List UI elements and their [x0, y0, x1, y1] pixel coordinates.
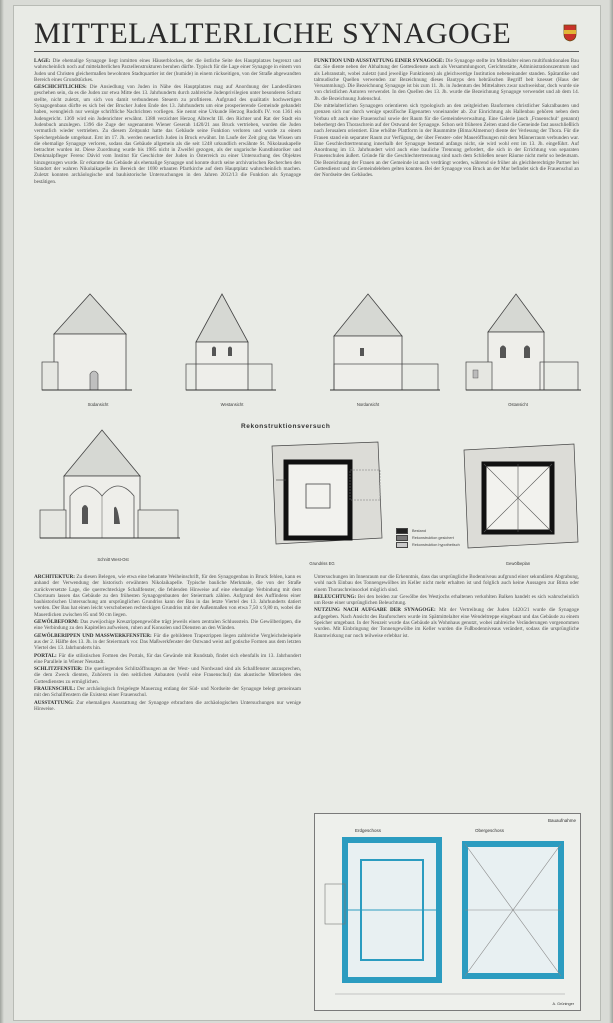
paragraph	[314, 58, 579, 102]
survey-right-label: Obergeschoss	[475, 828, 505, 833]
city-crest-icon	[563, 24, 577, 42]
elevation-north	[330, 292, 440, 397]
paragraph-text: Für die stilistischen Formen des Portals, für das Gewände mit Rundstab, findet sich ebenfalls im 13. Jahrhundert eine Parallele in Wiener Neustadt.	[34, 652, 301, 665]
paragraph-text: Die ehemalige Synagoge liegt inmitten eines Häuserblockes, der die östliche Seite des Hauptplatzes begrenzt und wahrscheinlich noch auf mittelalterlichen Parzellenstrukturen beruhen dürfte. Typisch für die Lage einer Synagoge in einem von Juden und Christen gleichermaßen bewohnten Stadtquartier ist der (humide) in einem rückseitigen, von der Straße abgewandten Bereich eines Grundstückes.	[34, 58, 301, 83]
elevation-south-label: Südansicht	[87, 402, 109, 407]
paragraph	[34, 58, 301, 83]
paragraph	[34, 633, 301, 652]
ground-plan	[268, 440, 386, 550]
vault-plan	[462, 442, 580, 550]
legend-swatch	[396, 535, 408, 541]
paragraph	[34, 686, 301, 699]
section-west-east	[40, 428, 180, 548]
paragraph-heading: ARCHITEKTUR:	[34, 574, 75, 580]
text-column-top-left	[34, 58, 301, 301]
text-column-bottom-left	[34, 574, 301, 1004]
survey-left-label: Erdgeschoss	[355, 828, 382, 833]
elevation-east	[466, 292, 581, 397]
paragraph-heading: LAGE:	[34, 58, 51, 64]
paragraph	[34, 84, 301, 185]
elevation-east-label: Ostansicht	[508, 402, 528, 407]
paragraph-heading: NUTZUNG NACH AUFGABE DER SYNAGOGE:	[314, 607, 436, 614]
title-rule	[34, 51, 579, 52]
legend	[396, 527, 460, 548]
paragraph-text: Das zweijochige Kreuzrippengewölbe trägt jeweils einen zentralen Schlussstein. Die Gewölberippen, die eine Verbindung zu den Kapitellen aufweisen, ruhen auf Konsolen und Diensten an den Wänden.	[34, 619, 301, 632]
legend-label: Rekonstruktion gesichert	[412, 535, 454, 540]
section-label: Schnitt West-Ost	[97, 557, 129, 562]
page-title: MITTELALTERLICHE SYNAGOGE	[34, 17, 512, 50]
legend-swatch	[396, 542, 408, 548]
elevation-west	[186, 292, 276, 397]
legend-label: Rekonstruktion hypothetisch	[412, 542, 460, 547]
paragraph-heading: BELEUCHTUNG:	[314, 593, 357, 600]
paragraph-text: Die Ansiedlung von Juden in Nähe des Hauptplatzes mag auf Anordnung der Landesfürsten geschehen sein, da es die Juden zur etwa Mitte des 13. Jahrhunderts durch zahlreiche Judenprivilegien unter besonderen Schutz stellte, nicht zuletzt, um sich von damit verbundenen Steuern zu profitieren. Aufgrund des qualitativ hochwertigen Synagogenbaus dürfte es sich bei der Brucker Juden Ende des 13. Jahrhunderts um eine prosperierende Gemeinde gehandelt haben, wenngleich nur wenige schriftliche Nachrichten vorliegen. Sie nennt eine Urkunde Herzog Rudolfs IV. von 1361 ein Judengericht. 1369 wird ein Judenrichter erwähnt. 1388 verzichtet Herzog Albrecht III. den Richter und Rat der Stadt ein Judenbuch anzulegen. 1396 die Zuge der sogenannten Wiener Geserah 1420/21 aus Bruck vertrieben, wurden die Juden vermutlich wieder vertrieben. Zu diesem Zeitpunkt hatte das Gebäude seine Funktion verloren und wurde zu einem Speichergebäude umgebaut. Erst im 17. Jh. werden neuerlich Juden in Bruck erwähnt. Im Laufe der Zeit ging das Wissen um die ehemalige Synagoge verloren, sodass das Gebäude allgemein als die seit 1248 urkundlich erwähnte St. Nikolauskapelle betrachtet wurden ist. Diese Zuordnung wurde bis 1985 nicht in Zweifel gezogen, als der ungarische Kunsthistoriker und Denkmalpfleger Ferenc Dávid vom Institut für Geschichte der Juden in Österreich zu einer Untersuchung des Objektes hinzugezogen wurde. Er erkannte das Gebäude als ehemalige Synagoge und konnte durch seine archivarischen Recherchen den Standort der wahren Nikolaikapelle im Bereich der 1690 erbauten Pfarrkirche auf dem Hauptplatz wahrscheinlich machen. Zuletzt konnten archäologische und bauhistorische Untersuchungen in den Jahren 2012/13 die Funktion als Synagoge bestätigen.	[34, 84, 301, 185]
paragraph	[34, 666, 301, 685]
elevation-south	[42, 292, 132, 397]
paragraph	[34, 619, 301, 632]
paragraph-heading: GESCHICHTLICHES:	[34, 84, 87, 91]
paragraph	[314, 594, 579, 607]
paragraph-heading: FRAUENSCHUL:	[34, 686, 76, 693]
paragraph	[34, 653, 301, 666]
paragraph-text: Zur ehemaligen Ausstattung der Synagoge erbrachten die archäologischen Untersuchungen nur wenige Hinweise.	[34, 699, 301, 712]
paragraph-text: Für die gebildeten Trapezrippen liegen zahlreiche Vergleichsbeispiele aus der 2. Hälfte des 13. Jh. in der Steiermark vor. Das Maßwerkfenster der Ostwand weist auf gotische Formen aus dem letzten Viertel des 13. Jahrhunderts hin.	[34, 632, 301, 652]
paragraph	[314, 574, 579, 593]
survey-floor-plans	[315, 814, 580, 1010]
building-survey-panel	[314, 813, 581, 1011]
legend-item	[396, 534, 460, 541]
paragraph	[34, 700, 301, 713]
elevation-west-label: Westansicht	[220, 402, 244, 407]
paragraph-text: Bei den beiden zur Gewölbe des Westjochs erhaltenen verkohlten Balken handelt es sich wahrscheinlich um Reste einer ursprünglichen Beleuchtung.	[314, 593, 579, 607]
paragraph	[34, 574, 301, 618]
paragraph-heading: GEWÖLBERIPPEN UND MASSWERKFENSTER:	[34, 632, 152, 639]
legend-item	[396, 541, 460, 548]
legend-label: Bestand	[412, 528, 426, 533]
paragraph-text: Zu diesen Belegen, wie etwa eine bekannte Weiheinschrift, für den Synagogenbau in Bruck fehlen, kann es anhand der Verwendung der historisch erwähnten Nikolaikapelle. Typische bauliche Merkmale, die von der Straße zurückversetzte Lage, die querrechteckige Schallfenster, die fehlenden Hinweise auf eine ehemalige Verbindung mit dem Chorraum lassen das Gebäude zu den frühesten Synagogenbauten der Steiermark zählen. Aufgrund des Auffindens einer bauhistorischen Untersuchung am ursprünglichen Grundriss kann der Bau in das letzte Viertel des 13. Jahrhunderts datiert werden. Der Bau hat einen leicht verschobenen rechteckigen Grundriss mit der Außenmaßen von etwa 7,50 x 9,80 m, wobei die Mauerdicken zwischen 85 und 90 cm liegen.	[34, 574, 301, 618]
vault-plan-label: Gewölbeplan	[505, 561, 531, 566]
paragraph-heading: FUNKTION UND AUSSTATTUNG EINER SYNAGOGE:	[314, 58, 445, 64]
ground-plan-label: Grundriss EG	[309, 561, 335, 566]
paragraph-text: Die Synagoge stellte im Mittelalter einen multifunktionalen Bau dar. Sie diente neben der Abhaltung der Gottesdienste auch als Versammlungsort, Gerichtsstätte, Administrationszentrum und als Lehranstalt, wobei zuletzt (und jeweilige Funktionen) als gleichwertige Institution nebeneinander standen. Spätantike und talmudische Quellen verwenden zur Bezeichnung dieses Bautyps den hebräischen Begriff beit knesset (Haus der Versammlung). Die Bezeichnung Synagoge ist bis zum 11. Jh. in Judentum des Mittelalters zwar nachweisbar, doch wurde sie von christlichen Autoren verwendet. In den Quellen des 13. Jh. wurde die Bezeichnung Synagoge verwendet und ab dem 14. Jh. die Bezeichnung Judenschul.	[314, 58, 579, 102]
text-column-top-right	[314, 58, 579, 301]
legend-item	[396, 527, 460, 534]
survey-title: Bauaufnahme	[547, 818, 576, 823]
paragraph	[314, 103, 579, 179]
paragraph-heading: GEWÖLBEFORM:	[34, 619, 79, 626]
text-column-bottom-right	[314, 574, 579, 809]
paragraph-text: Mit der Vertreibung der Juden 1420/21 wurde die Synagoge aufgegeben. Nach Ansicht des Bauforschers wurde im Spätmittelalter eine Wendeltreppe eingebaut und das Gebäude zu einem Speicher umgebaut. In der Neuzeit wurde das Gebäude als Wohnhaus genutzt, wobei zahlreiche Veränderungen vorgenommen wurden. Mit Einbringung der Tonnengewölbe im Keller wurden die Fußbodenniveaus verändert, sodass die ursprüngliche Raumwirkung nur noch teilweise erlebbar ist.	[314, 607, 579, 639]
elevation-north-label: Nordansicht	[356, 402, 380, 407]
paragraph-heading: AUSSTATTUNG:	[34, 699, 74, 706]
reconstruction-heading: Rekonstruktionsversuch	[241, 423, 331, 430]
paragraph-heading: PORTAL:	[34, 652, 57, 659]
survey-credit: A. Grüninger	[552, 1002, 574, 1006]
paragraph	[314, 607, 579, 638]
paragraph-text: Der archäologisch freigelegte Mauerzug entlang der Süd- und Nordseite der Synagoge belegt gemeinsam mit den Schallfenstern die Existenz einer Frauenschul.	[34, 686, 301, 699]
paragraph-text: Die querliegenden Schlitzöffnungen an der West- und Nordwand sind als Schallfenster anzusprechen, die dem Zweck dienten, Zuhörern in den seitlichen Anbauten (wohl eine Frauenschul) das akustische Miterleben des Gottesdienstes zu ermöglichen.	[34, 666, 301, 685]
legend-swatch	[396, 528, 408, 534]
paragraph-heading: SCHLITZFENSTER:	[34, 666, 83, 673]
paragraph-text: Die mittelalterlichen Synagogen orientieren sich typologisch an den zeitgleichen Bauformen christlicher Sakralbauten und grenzen sich nur durch wenige spezifische Eigenarten voneinander ab. Zur Einrichtung als Hallenbau gehören neben dem Vorbau oft auch eine Frauenschul sowie der Raum für die Gemeindeverwaltung. Eine Galerie (auch ‚Frauenschul‘ genannt) beherbergt den Thoraschrein auf der Ostwand der Synagoge. Schon seit früheren Zeiten stand die Gemeinde fast ausschließlich nach Jerusalem orientiert. Eine erhöhte Plattform in der Raummitte (Bima/Almemor) diente der Verlesung der Thora. Für die Frauen stand ein separater Raum zur Verfügung, der über Fenster- oder Maueröffnungen mit dem Männerraum verbunden war. Eine Geschlechtertrennung innerhalb der Synagoge bestand anfangs nicht, sie wird wohl erst im 13. Jh. eingeführt. Auf Anordnung im 13. Jahrhundert wird auch eine bauliche Trennung gefordert, die sich in der Errichtung von separaten Frauenschulen äußert. Gründe für die Geschlechtertrennung sind nach dem Schließen neuer Räume nicht mehr so bedeutsam. Die Bezeichnung der Frauen an der Gemeinde ist auch verdrängt worden, während sie früher als gleichberechtigte Partner bei Gottesdienst und im Gemeindeleben gelten konnten. Bei der Synagoge von Bruck an der Mur befindet sich die Frauenschul an der Nordseite des Gebäudes.	[314, 103, 579, 179]
paragraph-text: Untersuchungen im Innenraum nur die Erkenntnis, dass das ursprüngliche Bodenniveau aufgrund einer sekundären Abgrabung, wohl nach Einbau des Tonnengewölbes im Keller nicht mehr erhalten ist und folglich auch keine Aussagen zur Bima oder einem Thoraschreinsockel möglich sind.	[314, 574, 579, 593]
